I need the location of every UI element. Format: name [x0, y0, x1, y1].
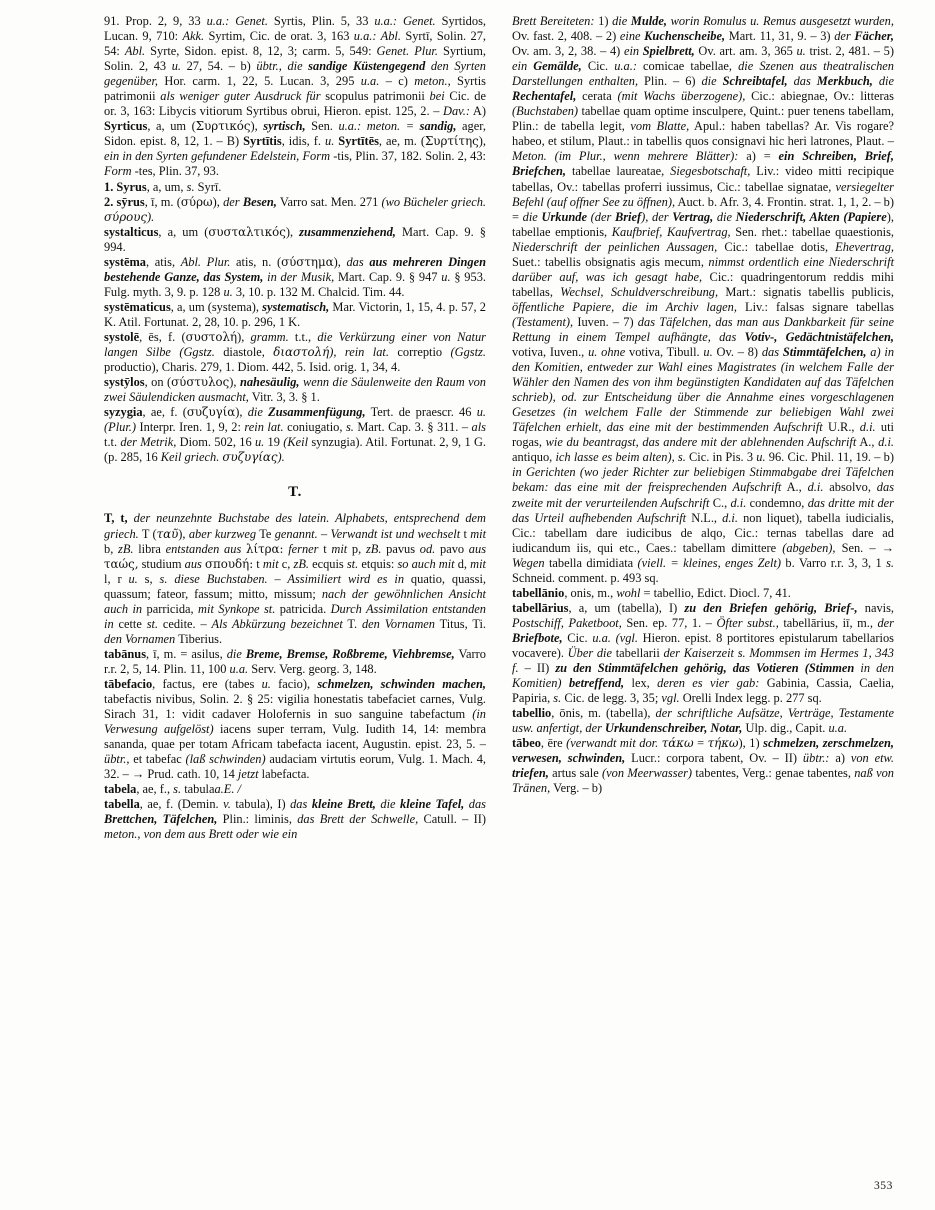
text-run: Dav.:: [443, 104, 470, 119]
text-run: bei: [429, 89, 445, 104]
text-run: der neunzehnte Buchstabe des latein. Alphabets, entsprechend dem griech.: [104, 511, 486, 541]
text-run: u.: [223, 284, 233, 299]
text-run: gramm.: [250, 329, 289, 344]
text-run: Stimmtäfelchen,: [782, 345, 867, 360]
text-run: meton., von dem aus Brett oder wie ein: [104, 827, 298, 842]
text-run: das: [346, 254, 370, 269]
dictionary-entry: tabellārius, a, um (tabella), I) zu den Briefen gehörig, Brief-, navis, Postschiff, Paketboot, Sen. ep. 77, 1. – Öfter subst., tabellārius, iī, m., der Briefbote, Cic. u.a. (vgl. Hieron. epist. 8 portitores epistularum tabellarios vocavere). Über die tabellarii der Kaiserzeit s. Mommsen im Hermes 1, 343 f. – II) zu den Stimmtäfelchen gehörig, das Votieren (Stimmen in den Komitien) betreffend, lex, deren es vier gab: Gabinia, Cassia, Caelia, Papiria, s. Cic. de legg. 3, 35; vgl. Orelli Index legg. p. 277 sq.: [512, 600, 895, 706]
text-run: zB.: [293, 556, 309, 571]
text-run: schmelzen, zerschmelzen, verwesen, schwinden,: [512, 736, 894, 766]
text-run: übtr.:: [802, 751, 830, 766]
text-run: Form: [104, 164, 132, 179]
dictionary-entry: systolē, ēs, f. (συστολή), gramm. t.t., die Verkürzung einer von Natur langen Silbe (Ggstz. diastole, διαστολή), rein lat. correptio (Ggstz. productio), Charis. 279, 1. Diom. 442, 5. Isid. orig. 1, 34, 4.: [104, 329, 486, 375]
text-run: den Vornamen: [104, 631, 176, 646]
text-run: Genet.: [235, 14, 268, 28]
dictionary-entry: systȳlos, on (σύστυλος), nahesäulig, wenn die Säulenweite den Raum von zwei Säulendicken ausmacht, Vitr. 3, 3. § 1.: [104, 375, 486, 405]
dictionary-entry: systēmaticus, a, um (systema), systematisch, Mar. Victorin, 1, 15, 4. p. 57, 2 K. Atil. Fortunat. 2, 28, 10. p. 296, 1 K.: [104, 299, 486, 329]
text-run: Siegesbotschaft,: [670, 164, 751, 179]
dictionary-entry: tābefacio, factus, ere (tabes u. facio), schmelzen, schwinden machen, tabefactis nivibus, Solin. 2. § 25: vigilia honestatis tabefaciet carnes, Vulg. Sirach 31, 1: vidit cadaver Holofernis in suo sanguine tabefactum (in Verwesung aufgelöst) iacens super terram, Vulg. Iudith 14, 14: membra sananda, quae per totam Africam tabefacta iacent, Augustin. epist. 23, 5. – übtr., et tabefac (laß schwinden) audaciam virtutis eorum, Vulg. 1. Mach. 4, 32. – → Prud. cath. 10, 14 jetzt labefacta.: [104, 676, 487, 782]
right-text-column: [512, 14, 894, 1174]
text-run: den Syrten gegenüber,: [104, 59, 486, 89]
text-run: ferner: [283, 541, 319, 556]
text-run: u. ohne: [588, 345, 626, 360]
text-run: Urkundenschreiber, Notar,: [605, 721, 743, 736]
text-run: s.: [186, 179, 195, 194]
text-run: s.: [173, 782, 182, 797]
text-run: der Kaiserzeit s. Mommsen im Hermes 1, 343 f.: [512, 645, 894, 676]
text-run: Abl. Plur.: [180, 254, 231, 269]
text-run: συζυγίας: [222, 450, 278, 465]
dictionary-entry: tabellio, ōnis, m. (tabella), der schriftliche Aufsätze, Verträge, Testamente usw. anfertigt, der Urkundenschreiber, Notar, Ulp. dig., Capit. u.a.: [512, 706, 894, 736]
text-run: schmelzen, schwinden machen,: [317, 676, 486, 691]
text-run: systematisch,: [262, 299, 330, 314]
text-run: (laß schwinden): [185, 752, 266, 767]
text-run: entstanden aus: [165, 541, 242, 556]
text-run: Niederschrift der peinlichen Aussagen,: [512, 239, 718, 254]
dictionary-entry: tabela, ae, f., s. tabulaa.E. /: [104, 782, 241, 797]
text-run: in der Musik,: [263, 269, 335, 284]
text-run: die: [522, 209, 542, 224]
text-run: σύστυλος: [171, 375, 230, 390]
dictionary-entry: 1. Syrus, a, um, s. Syrī.: [104, 179, 222, 194]
text-run: Meton. (im Plur., wenn mehrere Blätter):: [512, 149, 739, 164]
text-run: wohl: [616, 585, 641, 600]
text-run: tabela: [104, 782, 137, 797]
text-run: ταῦ: [156, 526, 179, 541]
text-run: Συρτίτης: [424, 134, 479, 149]
text-run: übtr., die: [256, 59, 309, 74]
text-run: (abgeben),: [782, 540, 836, 555]
text-run: syzygia: [104, 405, 143, 420]
dictionary-entry: tabānus, ī, m. = asilus, die Breme, Bremse, Roßbreme, Viehbremse, Varro r.r. 2, 5, 14. Plin. 11, 100 u.a. Serv. Verg. georg. 3, 148.: [104, 646, 486, 676]
text-run: rein lat.: [244, 420, 284, 435]
dictionary-entry: 2. sȳrus, ī, m. (σύρω), der Besen, Varro sat. Men. 271 (wo Bücheler griech. σύρους).: [104, 194, 486, 224]
text-run: das Täfelchen, das man aus Dankbarkeit für seine Rettung in einem Tempel aufhängte, das: [512, 314, 894, 344]
text-run: systalticus: [104, 224, 159, 239]
text-run: σύστημα: [281, 254, 334, 269]
text-run: u.a. (vgl.: [592, 630, 638, 645]
text-run: Schreibtafel,: [722, 74, 788, 89]
text-run: u.: [128, 571, 138, 586]
text-run: Urkunde: [541, 209, 587, 224]
text-run: u.a.:: [614, 59, 637, 74]
text-run: in Gerichten (wo jeder Richter zur beliebigen Stimmabgabe drei Täfelchen bekam: das eine mit der freisprechenden Aufschrift: [512, 465, 894, 495]
text-run: v.: [223, 797, 231, 812]
text-run: das zweite mit der verurteilenden Aufschrift: [512, 480, 895, 510]
text-run: Öfter subst.,: [716, 615, 779, 630]
text-run: zu den Stimmtäfelchen gehörig, das Votieren (Stimmen: [555, 661, 855, 676]
text-run: u.: [756, 450, 766, 465]
text-run: die: [375, 797, 401, 812]
text-run: das: [787, 74, 817, 89]
text-run: u.: [703, 345, 713, 360]
entry-continuation: Brett Bereiteten: 1) die Mulde, worin Romulus u. Remus ausgesetzt wurden, Ov. fast. 2, 408. – 2) eine Kuchenscheibe, Mart. 11, 31, 9. – 3) der Fächer, Ov. am. 3, 2, 38. – 4) ein Spielbrett, Ov. art. am. 3, 365 u. trist. 2, 481. – 5) ein Gemälde, Cic. u.a.: comicae tabellae, die Szenen aus theatralischen Darstellungen enthalten, Plin. – 6) die Schreibtafel, das Merkbuch, die Rechentafel, cerata (mit Wachs überzogene), Cic.: abiegnae, Ov.: litteras (Buchstaben) tabellae quam optime insculpere, Quint.: puer tenens tabellam, Plin.: de tabella legit, vom Blatte, Apul.: haben tabellas? Ar. Vis rogare? habeo, et stilum, Plaut.: in tabellis quos consignavi hic heri latrones, Plaut. – Meton. (im Plur., wenn mehrere Blätter): a) = ein Schreiben, Brief, Briefchen, tabellae laureatae, Siegesbotschaft, Liv.: video mitti recipique tabellas, Ov.: tabellas proferri iussimus, Cic.: tabellae signatae, versiegelter Befehl (auf offner See zu öffnen), Auct. b. Afr. 3, 4. Frontin. strat. 1, 1, 2. – b) = die Urkunde (der Brief), der Vertrag, die Niederschrift, Akten (Papiere), tabellae emptionis, Kaufbrief, Kaufvertrag, Sen. rhet.: tabellae quaestionis, Niederschrift der peinlichen Aussagen, Cic.: tabellae dotis, Ehevertrag, Suet.: tabellis obsignatis agis mecum, nimmst ordentlich eine Niederschrift darüber auf, was ich gesagt habe, Cic.: quadringentorum reddis mihi tabellas, Wechsel, Schuldverschreibung, Mart.: signatis tabellis publicis, öffentliche Papiere, die im Archiv lagen, Liv.: falsas signare tabellas (Testament), Iuven. – 7) das Täfelchen, das man aus Dankbarkeit für seine Rettung in einem Tempel aufhängte, das Votiv-, Gedächtnistäfelchen, votiva, Iuven., u. ohne votiva, Tibull. u. Ov. – 8) das Stimmtäfelchen, a) in den Komitien, entweder zur Wahl eines Magistrates (in welchem Falle der Wähler den Namen des von ihm begünstigten Kandidaten auf das Täfelchen schrieb), od. zur Entscheidung über die Annahme eines vorgeschlagenen Gesetzes (in welchem Falle der Stimmende zur beliebigen Wahl zwei Täfelchen erhielt, das eine mit der bestimmenden Aufschrift U.R., d.i. uti rogas, wie du beantragst, das andere mit der ablehnenden Aufschrift A., d.i. antiquo, ich lasse es beim alten), s. Cic. in Pis. 3 u. 96. Cic. Phil. 11, 19. – b) in Gerichten (wo jeder Richter zur beliebigen Stimmabgabe drei Täfelchen bekam: das eine mit der freisprechenden Aufschrift A., d.i. absolvo, das zweite mit der verurteilenden Aufschrift C., d.i. condemno, das dritte mit der das Urteil aufhebenden Aufschrift N.L., d.i. non liquet), tabella iudicialis, Cic.: tabellam dare iudicibus de alqo, Cic.: ternas tabellas dare ad iudicandum iis, qui etc., Caes.: tabellam dimittere (abgeben), Sen. – → Wegen tabella dimidiata (viell. = kleines, enges Zelt) b. Varro r.r. 3, 3, 1 s. Schneid. comment. p. 493 sq.: [512, 14, 895, 585]
text-run: s.: [345, 420, 354, 435]
text-run: τάκω: [661, 736, 694, 751]
text-run: so auch mit: [397, 556, 455, 571]
text-run: (der: [586, 209, 615, 224]
text-run: mit: [470, 556, 486, 571]
dictionary-entry: syzygia, ae, f. (συζυγία), die Zusammenfügung, Tert. de praescr. 46 u. (Plur.) Interpr. Iren. 1, 9, 2: rein lat. coniugatio, s. Mart. Cap. 3. § 311. – als t.t. der Metrik, Diom. 502, 16 u. 19 (Keil synzugia). Atil. Fortunat. 2, 9, 1 G. (p. 285, 16 Keil griech. συζυγίας).: [104, 405, 486, 465]
text-run: u.a.: meton. =: [338, 119, 420, 134]
text-run: öffentliche Papiere, die im Archiv lagen,: [512, 299, 737, 314]
text-run: die: [226, 646, 246, 661]
dictionary-entry: tābeo, ēre (verwandt mit dor. τάκω = τήκω), 1) schmelzen, zerschmelzen, verwesen, schwinden, Lucr.: corpora tabent, Ov. – II) übtr.: a) von etw. triefen, artus sale (von Meerwasser) tabentes, Verg.: genae tabentes, naß von Tränen, Verg. – b): [512, 736, 894, 796]
text-run: die: [713, 209, 736, 224]
text-run: das Brett der Schwelle,: [297, 812, 419, 827]
text-run: u.a.: [360, 74, 380, 89]
text-run: tabellio: [512, 706, 552, 721]
text-run: Über die: [567, 645, 612, 660]
text-run: der: [877, 615, 894, 630]
text-run: (Testament),: [512, 314, 574, 329]
text-run: (wo Bücheler griech.: [381, 194, 486, 209]
text-run: (Buchstaben): [512, 104, 579, 119]
text-run: nach der gewöhnlichen Ansicht auch in: [104, 586, 486, 616]
text-run: Syrtītis: [243, 134, 282, 149]
text-run: Als Abkürzung bezeichnet: [211, 616, 343, 631]
text-run: als weniger guter Ausdruck für: [160, 89, 321, 104]
text-run: aus: [184, 556, 202, 571]
text-run: sandige Küstengegend: [308, 59, 426, 74]
text-run: T, t,: [104, 511, 128, 526]
text-run: vom Blatte,: [630, 119, 690, 134]
text-run: Zusammenfügung,: [268, 405, 366, 420]
text-run: Kuchenscheibe,: [644, 29, 726, 44]
text-run: s. diese Buchstaben. – Assimiliert wird es in: [159, 571, 405, 586]
text-run: Wegen: [512, 555, 545, 570]
text-run: λίτρα:: [245, 541, 284, 556]
page-number: 353: [873, 1180, 893, 1192]
text-run: σύρους: [104, 209, 148, 224]
text-run: ).: [277, 450, 285, 465]
text-run: ), rein lat.: [329, 345, 389, 360]
text-run: Votiv-, Gedächtnistäfelchen,: [744, 329, 894, 344]
text-run: systȳlos: [104, 375, 145, 390]
text-run: tabellānio: [512, 585, 565, 600]
text-run: Mulde,: [630, 14, 667, 28]
text-run: syrtisch,: [263, 119, 306, 134]
text-run: u.a.:: [206, 14, 236, 28]
text-run: Wechsel, Schuldverschreibung,: [560, 284, 719, 299]
text-run: (Ggstz.: [450, 345, 486, 360]
text-run: meton.,: [414, 74, 451, 89]
text-run: tabellārius: [512, 600, 569, 615]
text-run: Genet. Plur.: [376, 44, 438, 59]
text-run: u.: [796, 44, 806, 59]
text-run: ich lasse es beim alten), s.: [555, 450, 686, 465]
text-run: nahesäulig,: [239, 375, 300, 390]
text-run: σύρω: [180, 194, 213, 209]
text-run: worin Romulus u. Remus ausgesetzt wurden,: [666, 14, 894, 28]
text-run: sandig,: [419, 119, 457, 134]
text-run: naß von Tränen,: [512, 766, 894, 796]
text-run: ein: [512, 59, 534, 74]
letter-section-heading: T.: [288, 484, 302, 501]
text-run: mit Synkope st.: [198, 601, 276, 616]
text-run: kleine Tafel,: [400, 797, 465, 812]
text-run: der schriftliche Aufsätze, Verträge, Testamente usw. anfertigt, der: [512, 706, 894, 736]
text-run: systēmaticus: [104, 299, 171, 314]
text-run: Postschiff, Paketboot,: [512, 615, 622, 630]
text-run: τήκω: [707, 736, 739, 751]
text-run: versiegelter Befehl (auf offner See zu öffnen),: [512, 179, 894, 209]
dictionary-entry: tabella, ae, f. (Demin. v. tabula), I) das kleine Brett, die kleine Tafel, das Brettchen, Täfelchen, Plin.: liminis, das Brett der Schwelle, Catull. – II) meton., von dem aus Brett oder wie ein: [104, 797, 486, 842]
text-run: aus: [468, 541, 487, 556]
text-run: ein in den Syrten gefundener Edelstein, Form: [104, 149, 331, 164]
text-run: systolē: [104, 329, 140, 344]
text-run: συστολή: [185, 329, 238, 344]
text-run: (Keil: [283, 435, 309, 450]
text-run: zB.: [365, 541, 382, 556]
text-run: Abl.: [124, 44, 146, 59]
text-run: d.i.: [878, 435, 894, 450]
text-run: u. (Plur.): [104, 405, 486, 435]
text-run: ).: [147, 209, 155, 224]
text-run: Merkbuch,: [816, 74, 873, 89]
text-run: das: [290, 797, 312, 812]
text-run: Syrtītēs: [338, 134, 379, 149]
text-run: Συρτικός: [195, 119, 251, 134]
text-run: Brettchen, Täfelchen,: [104, 812, 218, 827]
text-run: triefen,: [512, 766, 549, 781]
text-run: Akk.: [182, 29, 205, 44]
text-run: a.E. /: [214, 782, 241, 797]
text-run: kleine Brett,: [311, 797, 376, 812]
text-run: d.i.: [730, 495, 747, 510]
text-run: Ehevertrag,: [835, 239, 894, 254]
entry-continuation: 91. Prop. 2, 9, 33 u.a.: Genet. Syrtis, Plin. 5, 33 u.a.: Genet. Syrtidos, Lucan. 9, 710: Akk. Syrtim, Cic. de orat. 3, 163 u.a.: Abl. Syrtī, Solin. 27, 54: Abl. Syrte, Sidon. epist. 8, 12, 3; carm. 5, 549: Genet. Plur. Syrtium, Solin. 2, 43 u. 27, 54. – b) übtr., die sandige Küstengegend den Syrten gegenüber, Hor. carm. 1, 22, 5. Lucan. 3, 295 u.a. – c) meton., Syrtis patrimonii als weniger guter Ausdruck für scopulus patrimonii bei Cic. de or. 3, 163: Libycis vitiorum Syrtibus obrui, Hieron. epist. 125, 2. – Dav.: A) Syrticus, a, um (Συρτικός), syrtisch, Sen. u.a.: meton. = sandig, ager, Sidon. epist. 8, 12, 1. – B) Syrtītis, idis, f. u. Syrtītēs, ae, m. (Συρτίτης), ein in den Syrten gefundener Edelstein, Form -tis, Plin. 37, 182. Solin. 2, 43: Form -tes, Plin. 37, 93.: [104, 14, 487, 179]
text-run: genannt. – Verwandt ist und wechselt: [274, 526, 461, 541]
text-run: als: [471, 420, 486, 435]
text-run: Gemälde,: [533, 59, 582, 74]
text-run: Rechentafel,: [512, 89, 577, 104]
text-run: ), der: [641, 209, 673, 224]
text-run: mit: [470, 526, 487, 541]
text-run: 1. Syrus: [104, 179, 147, 194]
text-run: von etw.: [850, 751, 894, 766]
text-run: Fächer,: [854, 29, 894, 44]
text-run: (in Verwesung aufgelöst): [104, 707, 486, 737]
text-run: od.: [419, 541, 436, 556]
text-run: Syrticus: [104, 119, 148, 134]
text-run: das dritte mit der das Urteil aufhebenden Aufschrift: [512, 495, 895, 525]
text-run: συζυγία: [186, 405, 236, 420]
text-run: διαστολή: [273, 345, 330, 360]
text-run: σπουδή:: [204, 556, 254, 571]
text-run: in den Komitien): [512, 661, 894, 691]
text-run: vgl.: [661, 691, 680, 706]
text-run: die: [872, 74, 894, 89]
text-run: ein Schreiben, Brief, Briefchen,: [512, 149, 894, 179]
text-run: tābeo: [512, 736, 541, 751]
text-run: (von Meerwasser): [602, 766, 693, 781]
text-run: Durch Assimilation entstanden in: [104, 601, 486, 631]
text-run: Brett Bereiteten:: [512, 14, 595, 28]
text-run: d.i.: [859, 420, 876, 435]
text-run: der: [834, 29, 855, 44]
text-run: die: [247, 405, 269, 420]
text-run: systēma: [104, 254, 146, 269]
text-run: der: [223, 194, 243, 209]
text-run: die Verkürzung einer von Natur langen Silbe (Ggstz.: [104, 329, 486, 360]
text-run: s.: [553, 691, 562, 706]
text-run: u.a.: [828, 721, 848, 736]
text-run: u.a.: [229, 661, 249, 676]
dictionary-entry: tabellānio, onis, m., wohl = tabellio, Edict. Diocl. 7, 41.: [512, 585, 791, 600]
text-run: u.: [261, 676, 271, 691]
text-run: mit: [331, 541, 348, 556]
text-run: u.: [171, 59, 181, 74]
text-run: tabella: [104, 797, 140, 812]
text-run: betreffend,: [568, 676, 625, 691]
text-run: deren es vier gab:: [657, 676, 760, 691]
text-run: (verwandt mit dor.: [566, 736, 659, 751]
text-run: tābefacio: [104, 676, 153, 691]
text-run: s.: [886, 555, 894, 570]
text-run: u.: [254, 435, 265, 450]
text-run: eine: [619, 29, 645, 44]
text-run: wie du beantragst, das andere mit der ablehnenden Aufschrift: [545, 435, 857, 450]
text-run: das: [761, 345, 783, 360]
text-run: Spielbrett,: [642, 44, 695, 59]
text-run: jetzt: [237, 767, 259, 782]
text-run: (viell. = kleines, enges Zelt): [637, 555, 782, 570]
text-run: ein: [623, 44, 643, 59]
text-run: u.: [325, 134, 335, 149]
text-run: zusammenziehend,: [299, 224, 396, 239]
text-run: 2. sȳrus: [104, 194, 145, 209]
text-run: u.a.: Genet.: [374, 14, 436, 28]
text-run: u.a.: Abl.: [353, 29, 401, 44]
text-run: Vertrag,: [672, 209, 714, 224]
text-run: ταώς,: [104, 556, 139, 571]
text-run: mit: [262, 556, 279, 571]
text-run: Brief: [614, 209, 642, 224]
left-text-column: [104, 14, 486, 1174]
text-run: wenn die Säulenweite den Raum von zwei Säulendicken ausmacht,: [104, 375, 486, 405]
text-run: st.: [346, 556, 359, 571]
text-run: st.: [146, 616, 159, 631]
text-run: nimmst ordentlich eine Niederschrift darüber auf, was ich gesagt habe,: [512, 254, 895, 284]
text-run: Besen,: [242, 194, 277, 209]
text-run: die: [701, 74, 723, 89]
text-run: Breme, Bremse, Roßbreme, Viehbremse,: [245, 646, 455, 661]
text-run: u.: [441, 269, 451, 284]
text-run: zB.: [118, 541, 134, 556]
text-run: übtr.,: [104, 752, 130, 767]
text-run: συσταλτικός: [208, 224, 286, 239]
dictionary-entry: systalticus, a, um (συσταλτικός), zusammenziehend, Mart. Cap. 9. § 994.: [104, 224, 486, 254]
text-run: die: [612, 14, 631, 28]
text-run: den Vornamen: [361, 616, 435, 631]
text-run: d.i.: [722, 510, 738, 525]
text-run: aus mehreren Dingen bestehende Ganze, das System,: [104, 254, 486, 284]
text-run: der Metrik,: [120, 435, 177, 450]
text-run: aber kurzweg: [188, 526, 257, 541]
text-run: Kaufbrief, Kaufvertrag,: [611, 224, 731, 239]
two-column-text-body: [104, 14, 894, 1174]
text-run: das: [464, 797, 486, 812]
text-run: die Szenen aus theatralischen Darstellungen enthalten,: [512, 59, 894, 89]
text-run: d.i.: [807, 480, 824, 495]
text-run: zu den Briefen gehörig, Brief-,: [684, 600, 858, 615]
dictionary-entry: systēma, atis, Abl. Plur. atis, n. (σύστημα), das aus mehreren Dingen bestehende Ganze, das System, in der Musik, Mart. Cap. 9. § 947 u. § 953. Fulg. myth. 3, 9. p. 128 u. 3, 10. p. 132 M. Chalcid. Tim. 44.: [104, 254, 486, 299]
text-run: tabānus: [104, 646, 147, 661]
text-run: Keil griech.: [160, 450, 220, 465]
text-run: Briefbote,: [512, 630, 563, 645]
text-run: (mit Wachs überzogene),: [617, 89, 746, 104]
text-run: Niederschrift, Akten (Papiere: [735, 209, 887, 224]
dictionary-entry: T, t, der neunzehnte Buchstabe des latein. Alphabets, entsprechend dem griech. T (ταῦ), aber kurzweg Te genannt. – Verwandt ist und wechselt t mit b, zB. libra entstanden aus λίτρα: ferner t mit p, zB. pavus od. pavo aus ταώς, studium aus σπουδή: t mit c, zB. ecquis st. etquis: so auch mit d, mit l, r u. s, s. diese Buchstaben. – Assimiliert wird es in quatio, quassi, quassum; fateor, fassum; mitto, missum; nach der gewöhnlichen Ansicht auch in parricida, mit Synkope st. patricida. Durch Assimilation entstanden in cette st. cedite. – Als Abkürzung bezeichnet T. den Vornamen Titus, Ti. den Vornamen Tiberius.: [104, 511, 487, 646]
text-run: a) in den Komitien, entweder zur Wahl eines Magistrates (in welchem Falle der Wähler den Namen des von ihm begünstigten Kandidaten auf das Täfelchen schrieb), od. zur Entscheidung über die Annahme eines vorgeschlagenen Gesetzes (in welchem Falle der Stimmende zur beliebigen Wahl zwei Täfelchen erhielt, das eine mit der bestimmenden Aufschrift: [512, 345, 895, 435]
